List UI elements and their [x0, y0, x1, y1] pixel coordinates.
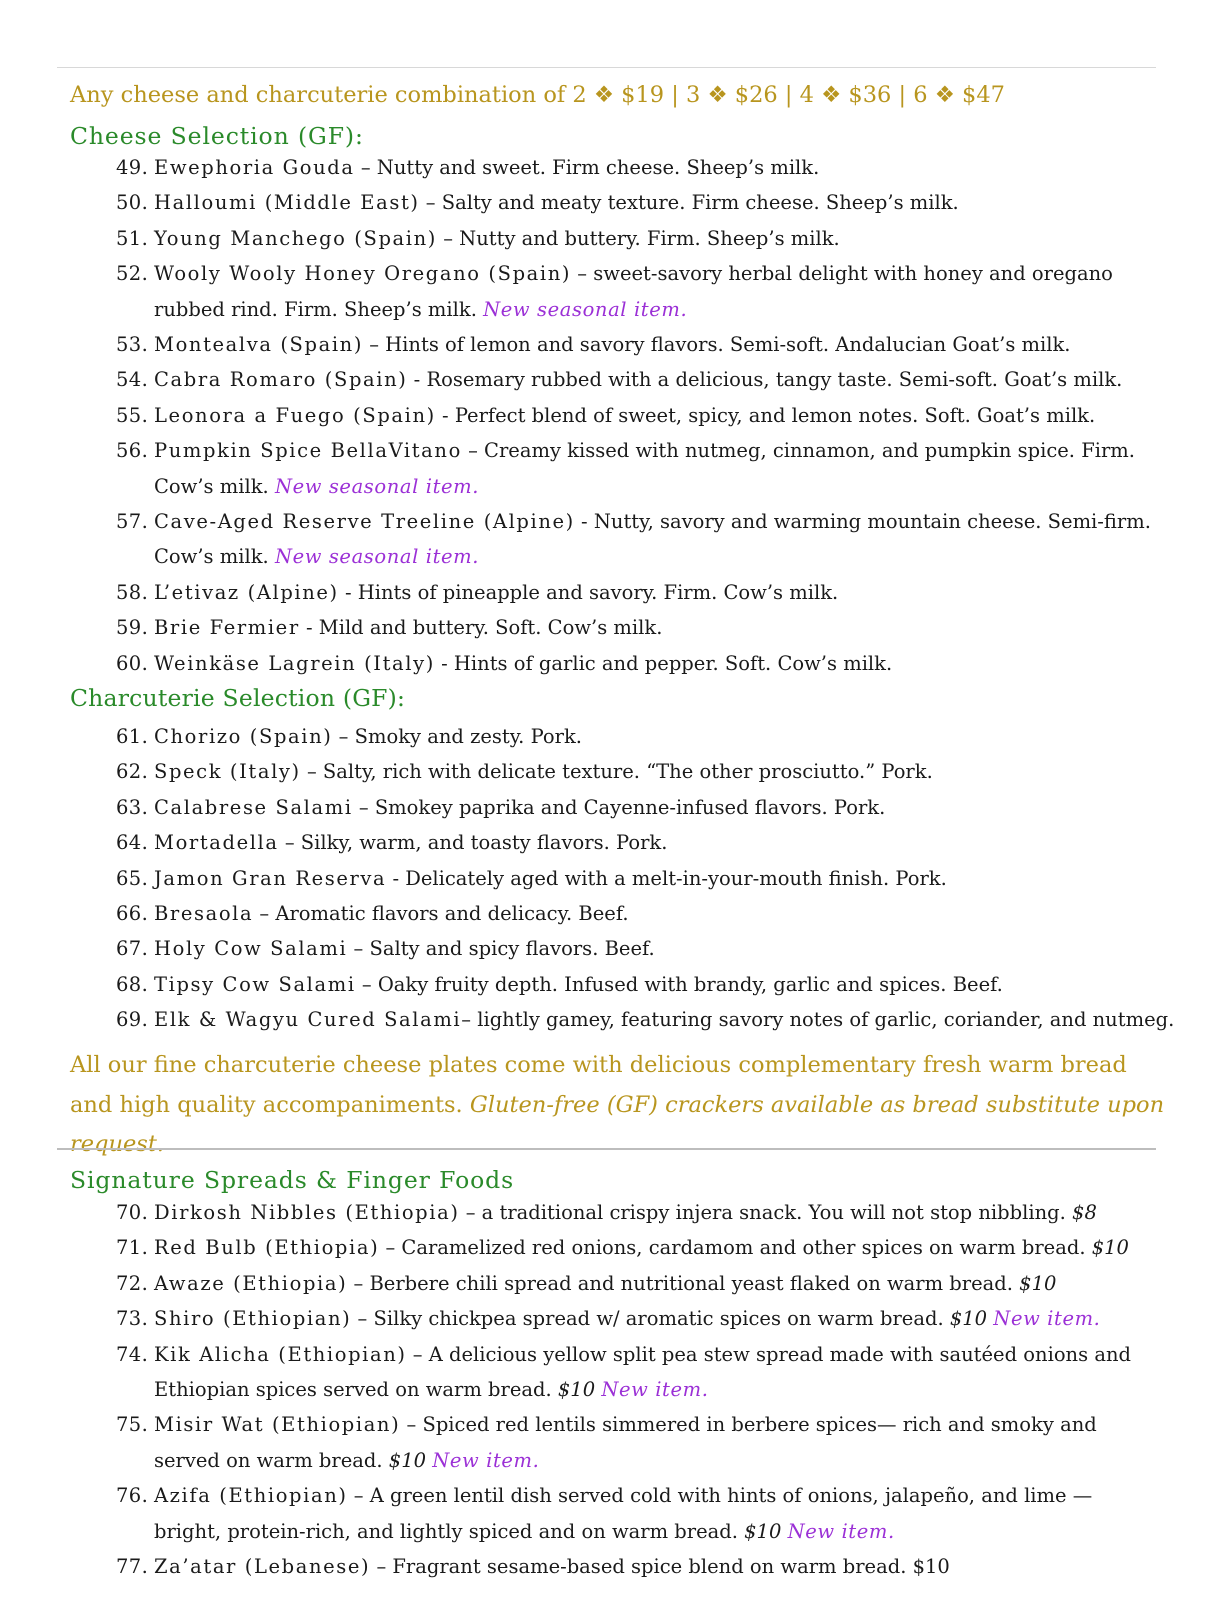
item-name: Tipsy Cow Salami [154, 972, 356, 996]
spreads-section-heading: Signature Spreads & Finger Foods [70, 1166, 515, 1194]
item-name: Cave-Aged Reserve Treeline (Alpine) [154, 510, 575, 534]
item-description: - Hints of pineapple and savory. Firm. Cow’s milk. [338, 580, 839, 604]
item-name: Young Manchego (Spain) [154, 226, 437, 250]
menu-item [0, 861, 1200, 896]
item-number: 60. [116, 651, 149, 675]
menu-item [0, 790, 1200, 825]
item-name: Halloumi (Middle East) [154, 191, 420, 215]
item-description: – A green lentil dish served cold with hints of onions, jalapeño, and lime — [347, 1484, 1093, 1508]
item-description: – Salty, rich with delicate texture. “The other prosciutto.” Pork. [300, 760, 933, 784]
item-description: – a traditional crispy injera snack. You will not stop nibbling. [459, 1201, 1073, 1224]
item-description-continued [154, 1372, 1200, 1407]
menu-item [0, 256, 1200, 327]
item-description: - Hints of garlic and pepper. Soft. Cow’s milk. [434, 651, 893, 675]
item-name: Weinkäse Lagrein (Italy) [154, 651, 435, 675]
item-description: – A delicious yellow split pea stew spread made with sautéed onions and [406, 1342, 1131, 1366]
item-description-continuation: Cow’s milk. [154, 474, 275, 498]
item-number: 52. [116, 262, 149, 286]
menu-item [0, 1266, 1200, 1301]
new-item-tag: New item. [601, 1378, 709, 1402]
item-number: 56. [116, 439, 149, 463]
item-description: – Nutty and buttery. Firm. Sheep’s milk. [437, 226, 840, 250]
item-number: 58. [116, 580, 149, 604]
item-name: Calabrese Salami [154, 795, 353, 819]
item-name: Mortadella [154, 831, 279, 855]
menu-item [0, 150, 1200, 185]
item-description-continued [154, 292, 1200, 327]
item-name: Azifa (Ethiopian) [154, 1484, 348, 1508]
item-description-continuation: rubbed rind. Firm. Sheep’s milk. [154, 297, 484, 321]
menu-item [0, 646, 1200, 681]
menu-item [0, 754, 1200, 789]
item-description-continued [154, 469, 1200, 504]
menu-item [0, 575, 1200, 610]
item-number: 54. [116, 368, 149, 392]
item-name: Shiro (Ethiopian) [154, 1307, 352, 1331]
item-description: – Smoky and zesty. Pork. [332, 725, 582, 748]
item-number: 76. [116, 1484, 149, 1508]
item-name: Kik Alicha (Ethiopian) [154, 1342, 407, 1366]
combination-pricing: Any cheese and charcuterie combination of 2 ❖ $19 | 3 ❖ $26 | 4 ❖ $36 | 6 ❖ $47 [70, 82, 1005, 108]
menu-item [0, 931, 1200, 966]
menu-item [0, 327, 1200, 362]
item-description: – Aromatic flavors and delicacy. Beef. [253, 902, 629, 926]
item-description: – Smokey paprika and Cayenne-infused flavors. Pork. [352, 795, 886, 819]
spreads-list [0, 1195, 1200, 1584]
menu-item [0, 398, 1200, 433]
item-description: – Fragrant sesame-based spice blend on warm bread. $10 [370, 1555, 950, 1579]
item-description: – Silky, warm, and toasty flavors. Pork. [278, 831, 668, 855]
item-number: 61. [116, 725, 149, 748]
item-number: 62. [116, 760, 149, 784]
new-item-tag: New seasonal item. [274, 545, 480, 569]
item-description-continuation: served on warm bread. [154, 1448, 389, 1472]
gluten-free-note: Gluten-free (GF) crackers available as bread substitute upon request. [70, 1091, 1165, 1157]
menu-item [0, 967, 1200, 1002]
item-description-continued [154, 1443, 1200, 1478]
menu-item [0, 185, 1200, 220]
menu-item [0, 1337, 1200, 1408]
item-description: – Caramelized red onions, cardamom and other spices on warm bread. [379, 1236, 1092, 1260]
charcuterie-section-heading: Charcuterie Selection (GF): [70, 684, 406, 712]
item-number: 64. [116, 831, 149, 855]
item-description: – Silky chickpea spread w/ aromatic spices on warm bread. [351, 1307, 950, 1331]
item-description: – Nutty and sweet. Firm cheese. Sheep’s milk. [354, 156, 820, 179]
menu-item [0, 1301, 1200, 1336]
menu-item [0, 825, 1200, 860]
section-divider [57, 1148, 1156, 1150]
menu-item [0, 719, 1200, 754]
item-description: – lightly gamey, featuring savory notes of garlic, coriander, and nutmeg. [461, 1008, 1175, 1032]
item-price: $8 [1072, 1201, 1097, 1224]
top-divider [57, 67, 1156, 68]
menu-item [0, 1002, 1200, 1037]
menu-item [0, 610, 1200, 645]
item-description: - Rosemary rubbed with a delicious, tangy taste. Semi-soft. Goat’s milk. [407, 368, 1123, 392]
item-name: Brie Fermier [154, 616, 300, 640]
item-name: Bresaola [154, 902, 254, 926]
item-name: Montealva (Spain) [154, 333, 364, 357]
item-price: $10 [557, 1378, 596, 1402]
item-number: 77. [116, 1555, 149, 1579]
item-name: Chorizo (Spain) [154, 725, 333, 748]
menu-item [0, 1407, 1200, 1478]
menu-item [0, 362, 1200, 397]
item-name: Wooly Wooly Honey Oregano (Spain) [154, 262, 572, 286]
item-name: Elk & Wagyu Cured Salami [154, 1008, 462, 1032]
item-name: Dirkosh Nibbles (Ethiopia) [154, 1201, 460, 1224]
new-item-tag: New item. [432, 1448, 540, 1472]
item-name: Jamon Gran Reserva [154, 866, 387, 890]
item-description: - Nutty, savory and warming mountain cheese. Semi-firm. [574, 510, 1151, 534]
menu-item [0, 221, 1200, 256]
item-description-continuation: bright, protein-rich, and lightly spiced and on warm bread. [154, 1519, 745, 1543]
item-number: 65. [116, 866, 149, 890]
item-name: Awaze (Ethiopia) [154, 1271, 348, 1295]
item-description: – Creamy kissed with nutmeg, cinnamon, and pumpkin spice. Firm. [461, 439, 1135, 463]
item-name: Speck (Italy) [154, 760, 301, 784]
new-item-tag: New item. [787, 1519, 895, 1543]
item-description: – Salty and meaty texture. Firm cheese. Sheep’s milk. [419, 191, 959, 215]
item-price: $10 [949, 1307, 988, 1331]
menu-item [0, 1478, 1200, 1549]
item-number: 68. [116, 972, 149, 996]
item-number: 55. [116, 403, 149, 427]
item-description: – Hints of lemon and savory flavors. Semi-soft. Andalucian Goat’s milk. [363, 333, 1071, 357]
menu-item [0, 504, 1200, 575]
item-number: 63. [116, 795, 149, 819]
item-number: 69. [116, 1008, 149, 1032]
cheese-section-heading: Cheese Selection (GF): [70, 122, 364, 150]
item-name: Holy Cow Salami [154, 937, 348, 961]
item-number: 74. [116, 1342, 149, 1366]
item-description: – Oaky fruity depth. Infused with brandy, garlic and spices. Beef. [355, 972, 1003, 996]
item-name: Misir Wat (Ethiopian) [154, 1413, 401, 1437]
item-name: Ewephoria Gouda [154, 156, 355, 179]
new-item-tag: New seasonal item. [274, 474, 480, 498]
item-description-continuation: Ethiopian spices served on warm bread. [154, 1378, 558, 1402]
item-number: 72. [116, 1271, 149, 1295]
item-price: $10 [388, 1448, 427, 1472]
item-number: 75. [116, 1413, 149, 1437]
item-price: $10 [1019, 1271, 1057, 1295]
item-price: $10 [1091, 1236, 1129, 1260]
item-number: 70. [116, 1201, 149, 1224]
item-number: 51. [116, 226, 149, 250]
item-number: 49. [116, 156, 149, 179]
menu-item [0, 1195, 1200, 1230]
menu-item [0, 1549, 1200, 1584]
item-number: 59. [116, 616, 149, 640]
bread-note-text: All our fine charcuterie cheese plates come with delicious complementary fresh warm bread and high quality accompaniments. [70, 1052, 1127, 1118]
item-name: Leonora a Fuego (Spain) [154, 403, 436, 427]
charcuterie-list [0, 719, 1200, 1038]
new-item-tag: New item. [993, 1307, 1101, 1331]
item-description: – Spiced red lentils simmered in berbere spices— rich and smoky and [400, 1413, 1097, 1437]
item-number: 73. [116, 1307, 149, 1331]
menu-item [0, 896, 1200, 931]
item-description: - Delicately aged with a melt-in-your-mouth finish. Pork. [386, 866, 947, 890]
cheese-list [0, 150, 1200, 681]
item-name: L’etivaz (Alpine) [154, 580, 339, 604]
item-number: 67. [116, 937, 149, 961]
item-name: Za’atar (Lebanese) [154, 1555, 371, 1579]
item-number: 50. [116, 191, 149, 215]
item-number: 57. [116, 510, 149, 534]
item-description: – sweet-savory herbal delight with honey and oregano [571, 262, 1113, 286]
item-description: – Salty and spicy flavors. Beef. [347, 937, 655, 961]
item-description: - Mild and buttery. Soft. Cow’s milk. [299, 616, 663, 640]
item-description-continued [154, 1514, 1200, 1549]
menu-item [0, 433, 1200, 504]
item-name: Pumpkin Spice BellaVitano [154, 439, 462, 463]
menu-item [0, 1230, 1200, 1265]
bread-note [70, 1046, 1170, 1165]
item-description: – Berbere chili spread and nutritional yeast flaked on warm bread. [347, 1271, 1020, 1295]
item-description-continued [154, 539, 1200, 574]
item-number: 71. [116, 1236, 149, 1260]
item-price: $10 [744, 1519, 782, 1543]
item-number: 66. [116, 902, 149, 926]
item-description: - Perfect blend of sweet, spicy, and lemon notes. Soft. Goat’s milk. [435, 403, 1096, 427]
item-description-continuation: Cow’s milk. [154, 545, 275, 569]
new-item-tag: New seasonal item. [483, 297, 688, 321]
item-name: Cabra Romaro (Spain) [154, 368, 408, 392]
item-name: Red Bulb (Ethiopia) [154, 1236, 380, 1260]
item-number: 53. [116, 333, 149, 357]
